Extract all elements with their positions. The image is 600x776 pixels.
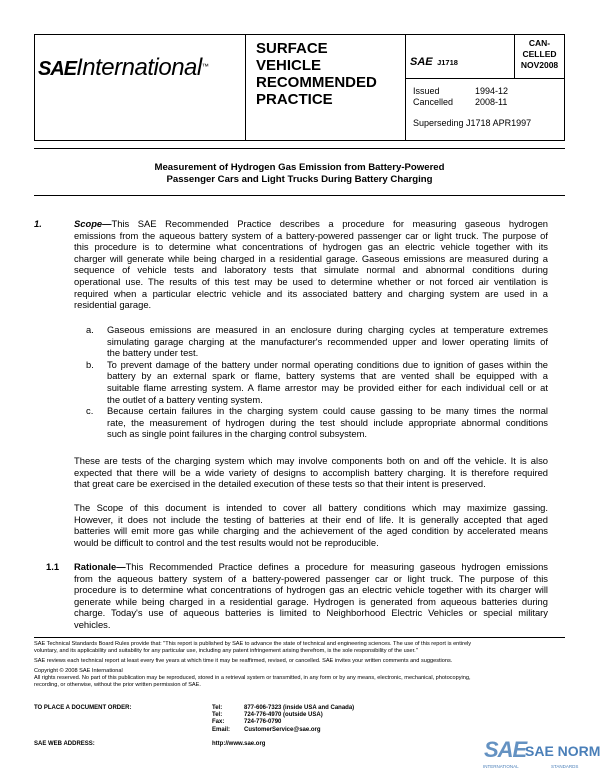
footer-rule [34, 637, 565, 638]
section-1-scope: Scope—This SAE Recommended Practice describes a procedure for measuring gaseous hydrogen emissions from the aqueous battery system of a battery-powered passenger car or light truck. The purpose of this procedure is to determine what concentrations of hydrogen gas an electric vehicle together with its charger will generate while being charged in a residential garage. Gaseous emissions are measured during a sequence of vehicle tests and laboratory tests that simulate normal and abnormal conditions during operational use. The results of this test may be used to determine whether or not forced air ventilation is required when a particular electric vehicle and its associated battery and charging system are used in a residential garage. [74, 218, 548, 311]
scope-paragraph: These are tests of the charging system which may involve components both on and off the vehicle. It is also expected that there will be a wide variety of designs to accomplish battery charging. It is therefore required that great care be exercised in the detailed execution of these tests so that their intent is preserved. [74, 455, 548, 490]
cancelled-status: CAN- CELLED NOV2008 [520, 38, 559, 70]
email-link[interactable]: CustomerService@sae.org [244, 726, 321, 733]
section-number: 1. [34, 218, 42, 229]
document-type: SURFACE VEHICLE RECOMMENDED PRACTICE [256, 40, 377, 108]
document-title: Measurement of Hydrogen Gas Emission from Battery-Powered Passenger Cars and Light Trucks During Battery Charging [154, 162, 445, 185]
header-divider [405, 34, 406, 141]
web-label: SAE WEB ADDRESS: [34, 741, 95, 747]
title-rule [34, 148, 565, 149]
scope-list [86, 324, 548, 440]
issue-dates: Issued 1994-12 Cancelled 2008-11 Superseding J1718 APR1997 [413, 86, 532, 128]
footer-notices: SAE Technical Standards Board Rules provide that: "This report is published by SAE to advance the state of technical and engineering sciences. The use of this report is entirely voluntary, and its applicability and suitability for any particular use, including any patent infringement arising therefrom, is the sole responsibility of the user." SAE reviews each technical report at least every five years at which time it may be reaffirmed, revised, or cancelled. SAE invites your written comments and suggestions. Copyright © 2008 SAE International All rights reserved. No part of this publication may be reproduced, stored in a retrieval system or transmitted, in any form or by any means, electronic, mechanical, photocopying, recording, or otherwise, without the prior written permission of SAE. [34, 641, 472, 688]
scope-paragraph: The Scope of this document is intended to cover all battery conditions which may maximize gassing. However, it does not include the testing of batteries at their end of life. It is generally accepted that aged batteries will emit more gas while charging and the achievement of the aged condition by accelerated means would be difficult to control and the test results would not be reproducible. [74, 502, 548, 548]
list-item: a. Gaseous emissions are measured in an enclosure during charging cycles at temperature extremes simulating garage charging at the manufacturer's recommended upper and lower operating limits of the battery under test. [86, 324, 548, 359]
section-1-1-rationale: Rationale—This Recommended Practice defines a procedure for measuring gaseous hydrogen emissions from the aqueous battery system of a battery-powered passenger car or light truck. The purpose of this procedure is to determine what concentrations of hydrogen gas an electric vehicle together with its charger will generate while being charged in a residential garage. Hydrogen is generated from aqueous batteries during charge. Today's use of aqueous batteries is limited to Neighborhood Electric Vehicles or special military vehicles. [74, 561, 548, 630]
order-label: TO PLACE A DOCUMENT ORDER: [34, 705, 132, 711]
header-divider [405, 78, 565, 79]
document-number: SAE J1718 [410, 56, 458, 68]
section-number: 1.1 [46, 561, 60, 572]
web-link[interactable]: http://www.sae.org [212, 741, 266, 747]
superseding: Superseding J1718 APR1997 [413, 118, 532, 128]
contact-list: Tel: 877-606-7323 (inside USA and Canada) Tel: 724-776-4970 (outside USA) Fax: 724-776-0790 Email: CustomerService@sae.org [212, 705, 355, 733]
sae-norm-watermark: SAE SAE NORM INTERNATIONAL STANDARDS [483, 737, 600, 769]
header-divider [245, 34, 246, 141]
list-item: c. Because certain failures in the charging system could cause gassing to be many times the normal rate, the measurement of hydrogen during the test should include appropriate abnormal conditions such as single point failures in the charging control subsystem. [86, 405, 548, 440]
title-rule [34, 195, 565, 196]
list-item: b. To prevent damage of the battery under normal operating conditions due to ignition of gases within the battery by an external spark or flame, battery systems that are vented shall be equipped with a suitable flame arresting system. A flame arrestor may be provided either for each individual cell or at the outlet of a battery venting system. [86, 358, 548, 405]
sae-international-logo: SAEInternational™ [38, 54, 209, 81]
